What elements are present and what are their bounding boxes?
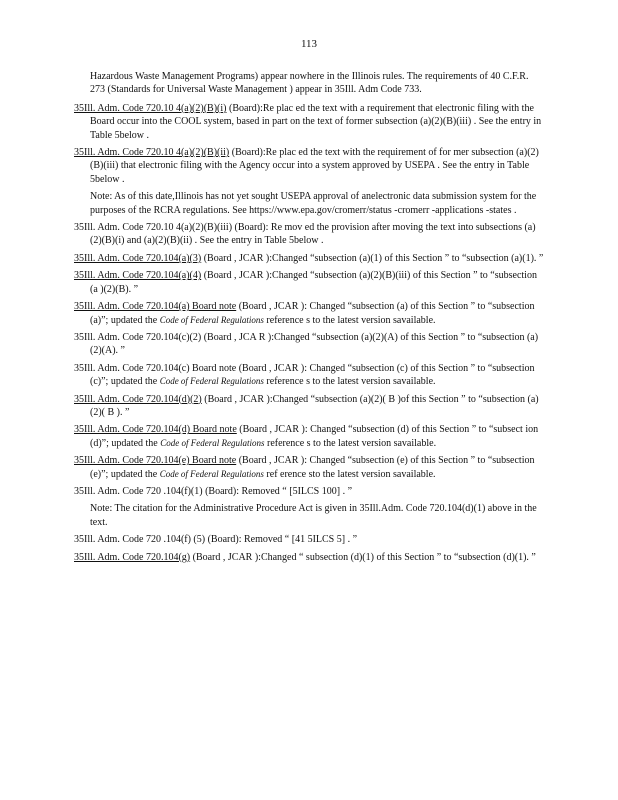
list-item	[74, 300, 544, 327]
section-reference: 35Ill. Adm. Code 720.10 4(a)(2)(B)(i)	[74, 102, 227, 114]
list-item	[74, 454, 544, 481]
entry-text: 35Ill. Adm. Code 720.104(c)(2) (Board , JCA R ):Changed “subsection (a)(2)(A) of this Section ” to “subsection (a)(2)(A). ”	[74, 331, 539, 357]
entry-text: (Board , JCAR ):Changed “subsection (a)(2)(B)(iii) of this Section ” to “subsection (a )(2)(B). ”	[90, 270, 537, 295]
section-reference: 35Ill. Adm. Code 720.104(a)(3)	[74, 252, 202, 264]
cfr-title: Code of Federal Regulations	[159, 468, 264, 479]
section-reference: 35Ill. Adm. Code 720.104(a)(4)	[74, 270, 202, 282]
entry-text: (Board , JCAR ):Changed “ subsection (d)(1) of this Section ” to “subsection (d)(1). ”	[190, 551, 536, 563]
entry-text: (Board):Re plac ed the text with the requirement of for mer subsection (a)(2)(B)(iii) that electronic filing with the Agency occur into a system approved by USEPA . See the entry in Table 5below .	[90, 147, 539, 185]
intro-paragraph: Hazardous Waste Management Programs) appear nowhere in the Illinois rules. The requirements of 40 C.F.R. 273 (Standards for Universal Waste Management ) appear in 35Ill. Adm Code 733.	[90, 71, 529, 96]
list-item	[74, 485, 544, 498]
entry-tail: ref erence sto the latest version savailable.	[263, 468, 436, 480]
cfr-title: Code of Federal Regulations	[159, 376, 264, 387]
entry-text: (Board , JCAR ): Changed “subsection (a) of this Section ” to “subsection (a)”; updated the	[90, 301, 535, 326]
entry-text: (Board , JCAR ):Changed “subsection (a)(1) of this Section ” to “subsection (a)(1). ”	[201, 252, 544, 264]
list-item	[74, 269, 544, 296]
list-item	[74, 393, 544, 420]
list-item	[74, 331, 544, 358]
entry-text: 35Ill. Adm. Code 720.104(c) Board note (Board , JCAR ): Changed “subsection (c) of this Section ” to “subsection (c)”; updated the	[74, 362, 535, 388]
section-reference: 35Ill. Adm. Code 720.104(e) Board note	[74, 455, 237, 467]
list-item	[74, 102, 544, 142]
list-item	[74, 252, 544, 265]
list-item	[74, 551, 544, 564]
list-item	[74, 362, 544, 389]
list-item	[74, 221, 544, 248]
entry-text: (Board):Re plac ed the text with a requirement that electronic filing with the Board occur into the COOL system, based in part on the text of former subsection (a)(2)(B)(iii) . See the entry in Table 5below .	[90, 102, 542, 141]
note-paragraph: Note: The citation for the Administrative Procedure Act is given in 35Ill.Adm. Code 720.104(d)(1) above in the text.	[90, 503, 537, 528]
section-reference: 35Ill. Adm. Code 720.104(d)(2)	[74, 393, 202, 405]
list-item	[74, 146, 544, 186]
entry-tail: reference s to the latest version savailable.	[263, 314, 436, 326]
entry-text: (Board , JCAR ):Changed “subsection (a)(2)( B )of this Section ” to “subsection (a)(2)( B ). ”	[90, 393, 539, 418]
entry-text: (Board , JCAR ): Changed “subsection (d) of this Section ” to “subsect ion (d)”; updated the	[90, 424, 539, 449]
entry-tail: reference s to the latest version savailable.	[264, 437, 437, 449]
entry-text: 35Ill. Adm. Code 720 .104(f)(1) (Board): Removed “ [5ILCS 100] . ”	[74, 485, 353, 497]
cfr-title: Code of Federal Regulations	[159, 314, 264, 325]
section-reference: 35Ill. Adm. Code 720.104(a) Board note	[74, 301, 237, 313]
cfr-title: Code of Federal Regulations	[160, 437, 265, 448]
section-reference: 35Ill. Adm. Code 720.104(d) Board note	[74, 424, 237, 436]
note-paragraph: Note: As of this date,Illinois has not yet sought USEPA approval of anelectronic data submission system for the purposes of the RCRA regulations. See https://www.epa.gov/cromerr/status -cromerr -applications -states .	[90, 191, 537, 216]
entry-text: 35Ill. Adm. Code 720.10 4(a)(2)(B)(iii) (Board): Re mov ed the provision after moving the text into subsections (a)(2)(B)(i) and (a)(2)(B)(ii) . See the entry in Table 5below .	[74, 222, 536, 247]
entry-text: 35Ill. Adm. Code 720 .104(f) (5) (Board): Removed “ [41 5ILCS 5] . ”	[74, 534, 358, 546]
section-reference: 35Ill. Adm. Code 720.10 4(a)(2)(B)(ii)	[74, 147, 230, 159]
list-item	[74, 533, 544, 546]
section-reference: 35Ill. Adm. Code 720.104(g)	[74, 551, 191, 563]
entry-text: (Board , JCAR ): Changed “subsection (e) of this Section ” to “subsection (e)”; updated the	[90, 455, 535, 480]
document-body	[74, 70, 544, 568]
entry-tail: reference s to the latest version savailable.	[263, 376, 436, 388]
list-item	[74, 423, 544, 450]
page-number: 113	[300, 38, 318, 50]
